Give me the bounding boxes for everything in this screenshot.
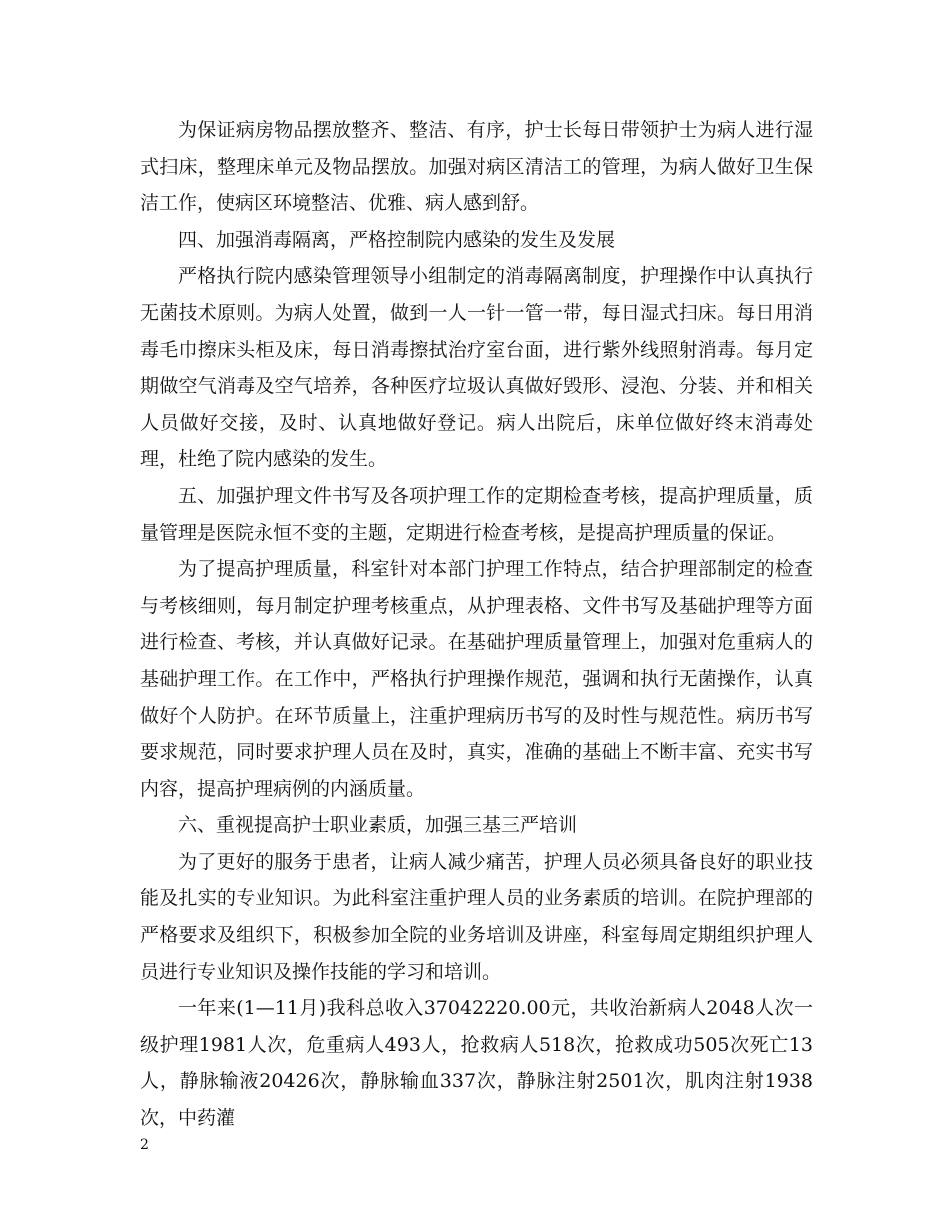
section-heading-disinfection: 四、加强消毒隔离，严格控制院内感染的发生及发展 (178, 228, 616, 251)
document-body (140, 112, 813, 1137)
paragraph-annual-statistics: 一年来(1—11月)我科总收入37042220.00元，共收治新病人2048人次一级护理1981人次，危重病人493人，抢救病人518次，抢救成功505次死亡13人，静脉输液20426次，静脉输血337次，静脉注射2501次，肌肉注射1938次，中药灌 (140, 997, 813, 1130)
paragraph-ward-cleanliness: 为保证病房物品摆放整齐、整洁、有序，护士长每日带领护士为病人进行湿式扫床，整理床单元及物品摆放。加强对病区清洁工的管理，为病人做好卫生保洁工作，使病区环境整洁、优雅、病人感到舒。 (140, 119, 813, 215)
page-number: 2 (140, 1137, 149, 1153)
section-heading-training: 六、重视提高护士职业素质，加强三基三严培训 (178, 814, 578, 837)
paragraph-disinfection: 严格执行院内感染管理领导小组制定的消毒隔离制度，护理操作中认真执行无菌技术原则。为病人处置，做到一人一针一管一带，每日湿式扫床。每日用消毒毛巾擦床头柜及床，每日消毒擦拭治疗室台面，进行紫外线照射消毒。每月定期做空气消毒及空气培养，各种医疗垃圾认真做好毁形、浸泡、分装、并和相关人员做好交接，及时、认真地做好登记。病人出院后，床单位做好终末消毒处理，杜绝了院内感染的发生。 (140, 265, 813, 471)
paragraph-quality-management: 为了提高护理质量，科室针对本部门护理工作特点，结合护理部制定的检查与考核细则，每月制定护理考核重点，从护理表格、文件书写及基础护理等方面进行检查、考核，并认真做好记录。在基础护理质量管理上，加强对危重病人的基础护理工作。在工作中，严格执行护理操作规范，强调和执行无菌操作，认真做好个人防护。在环节质量上，注重护理病历书写的及时性与规范性。病历书写要求规范，同时要求护理人员在及时，真实，准确的基础上不断丰富、充实书写内容，提高护理病例的内涵质量。 (140, 558, 813, 800)
paragraph-training: 为了更好的服务于患者，让病人减少痛苦，护理人员必须具备良好的职业技能及扎实的专业知识。为此科室注重护理人员的业务素质的培训。在院护理部的严格要求及组织下，积极参加全院的业务培训及讲座，科室每周定期组织护理人员进行专业知识及操作技能的学习和培训。 (140, 850, 813, 983)
paragraph-documentation-inspection: 五、加强护理文件书写及各项护理工作的定期检查考核，提高护理质量，质量管理是医院永恒不变的主题，定期进行检查考核，是提高护理质量的保证。 (140, 484, 813, 544)
